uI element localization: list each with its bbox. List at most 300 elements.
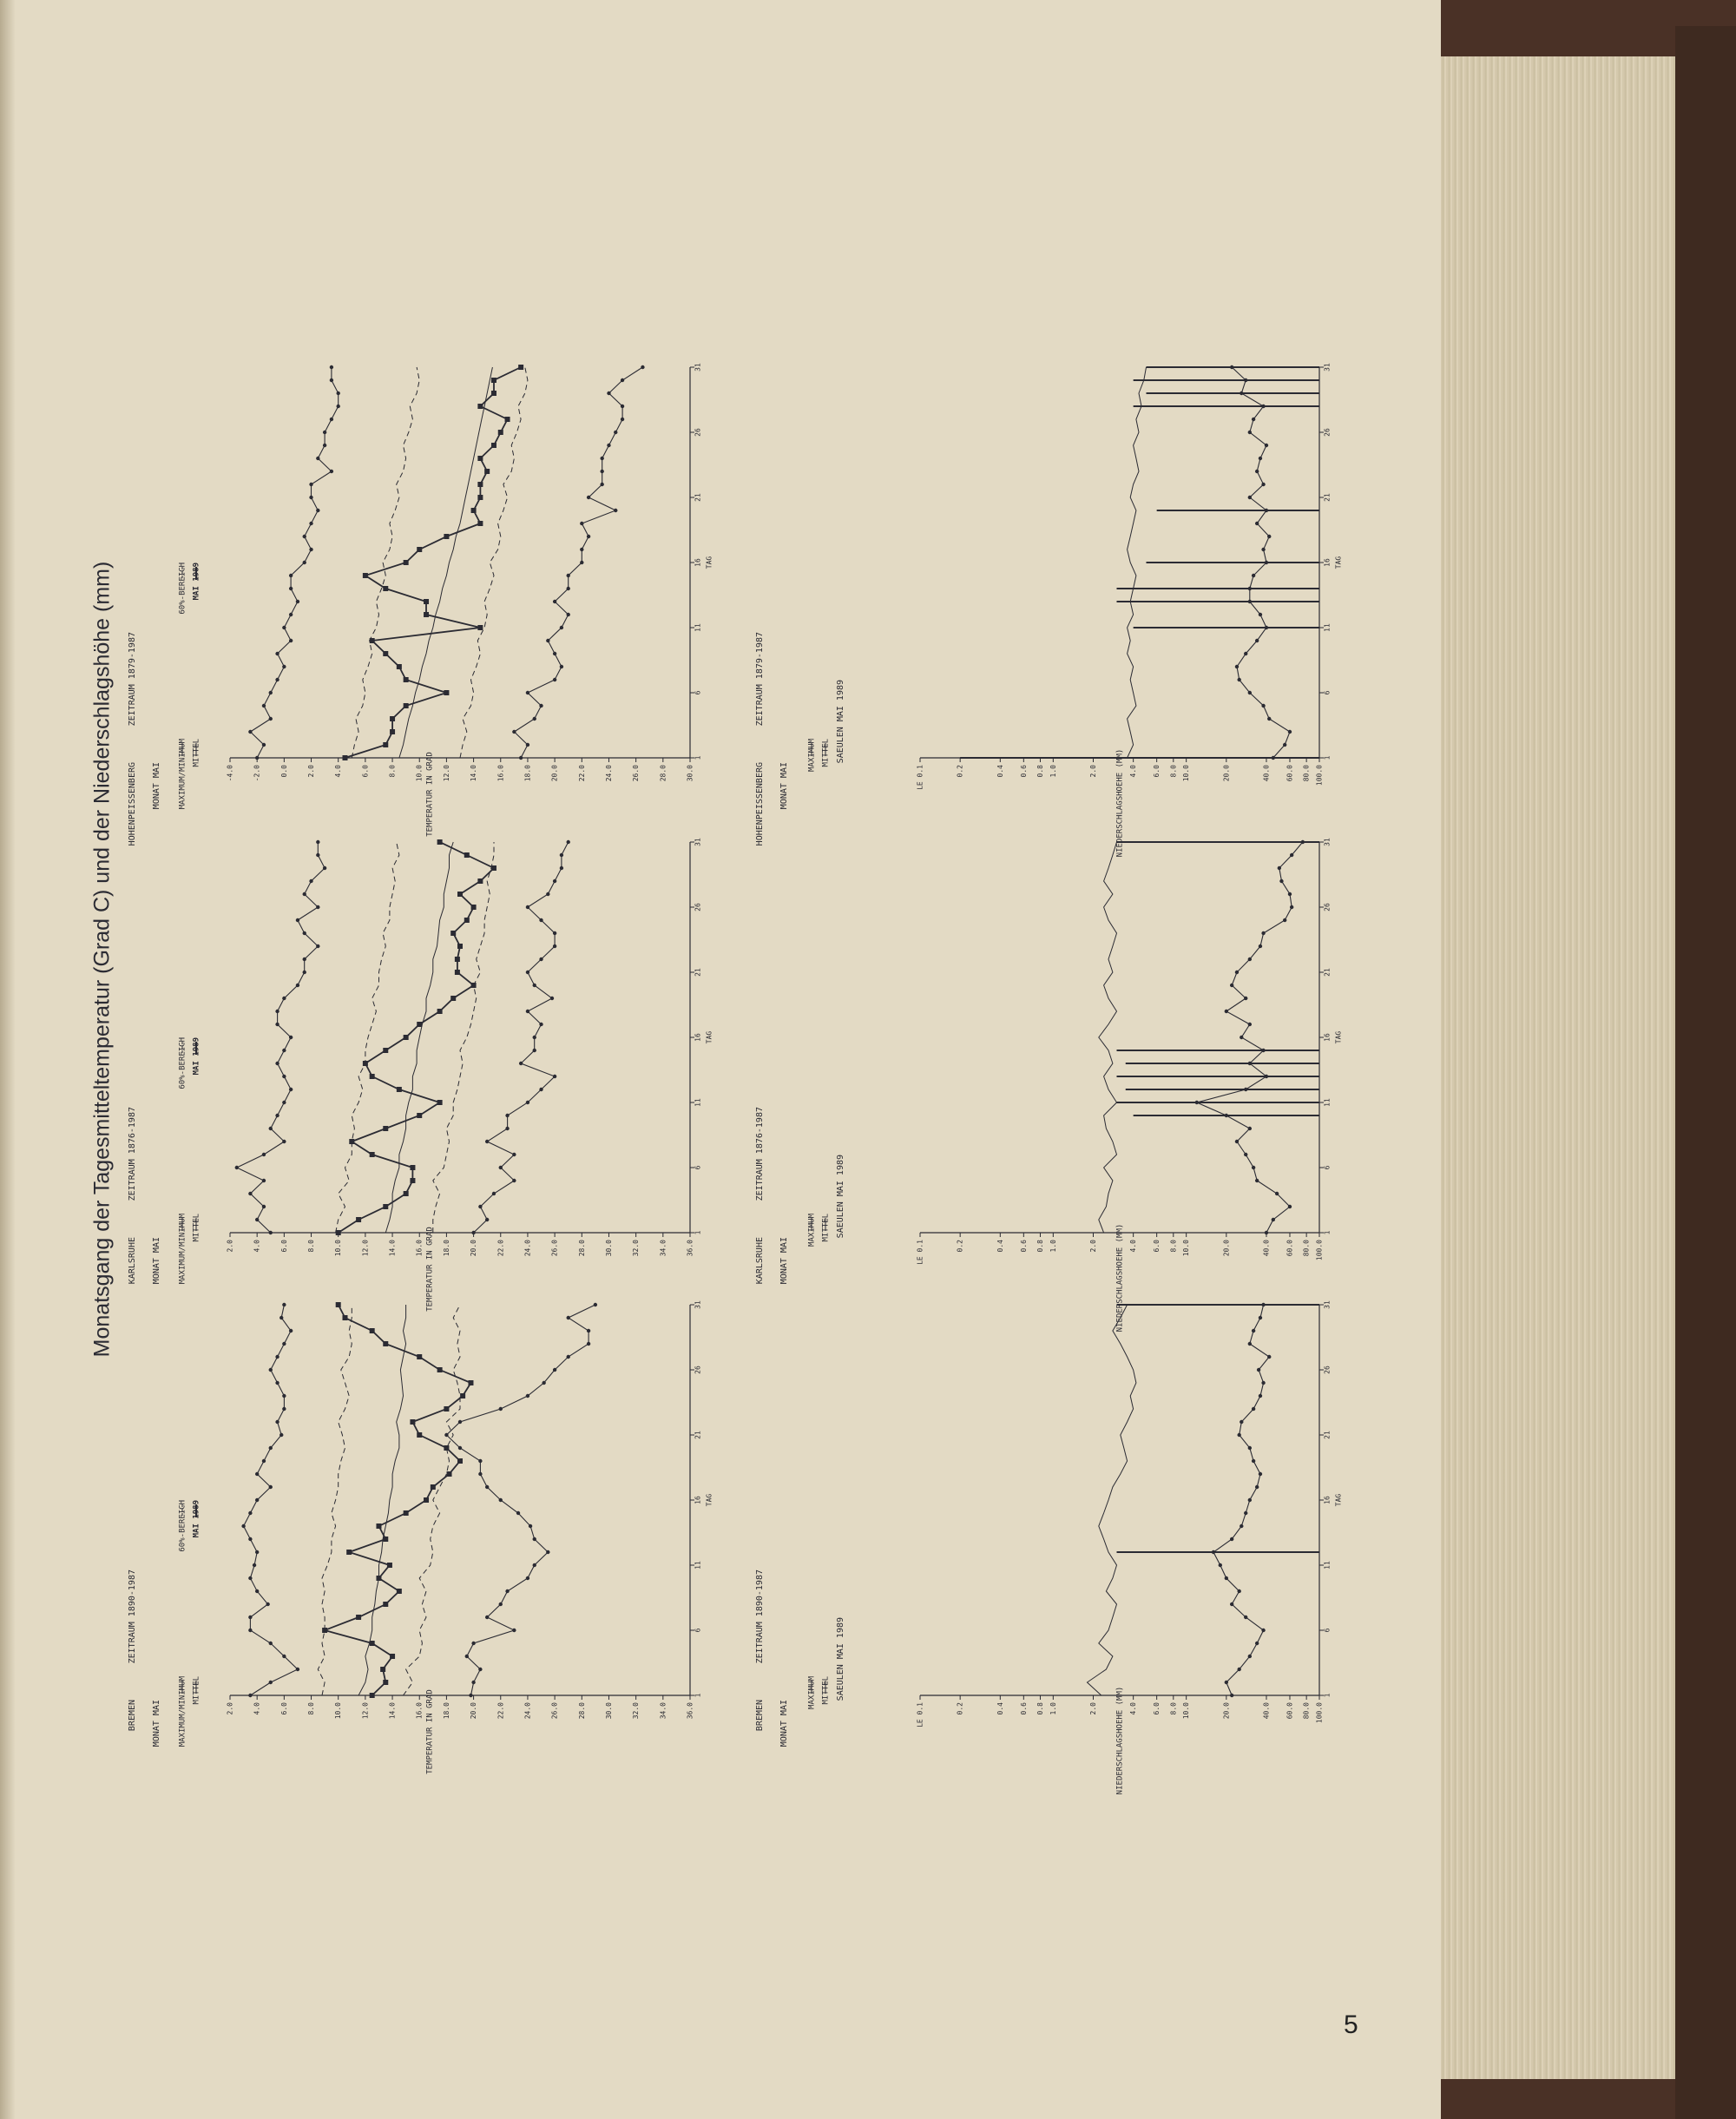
series-minimum-point	[316, 509, 319, 512]
series-minimum-point	[253, 1563, 256, 1567]
series-mean-line	[385, 842, 453, 1233]
temp-tick-label: 18.0	[442, 1240, 450, 1257]
precip-tick-label: 0.6	[1019, 765, 1028, 778]
series-maximum-point	[512, 730, 516, 734]
series-minimum-point	[248, 1511, 252, 1515]
series-mai-1989-point	[477, 879, 483, 884]
series-maximum-point	[478, 1205, 482, 1208]
series-minimum-point	[255, 1218, 259, 1221]
series-maximum-point	[553, 879, 556, 883]
series-maximum-point	[1259, 613, 1262, 616]
series-60pct-lower-line	[352, 367, 419, 758]
series-mai-1989-point	[424, 599, 429, 604]
series-minimum-point	[255, 1472, 259, 1476]
series-maximum-point	[499, 1407, 503, 1411]
series-maximum-point	[600, 457, 603, 460]
series-maximum-point	[1255, 522, 1259, 525]
series-maximum-point	[539, 918, 542, 922]
temp-tick-label: 30.0	[686, 765, 694, 782]
series-mai-1989-point	[477, 482, 483, 487]
series-maximum-point	[499, 1602, 503, 1606]
series-mai-1989-point	[468, 1380, 473, 1385]
day-tick-label: 6	[1323, 690, 1332, 695]
precip-tick-label: 0.2	[956, 765, 964, 778]
series-maximum-point	[550, 997, 554, 1000]
series-mai-1989-point	[491, 378, 496, 383]
temp-tick-label: 12.0	[361, 1702, 370, 1720]
series-mai-1989-point	[370, 1152, 375, 1157]
series-maximum-point	[1240, 1420, 1243, 1424]
period-label: ZEITRAUM 1876-1987	[755, 1107, 765, 1201]
series-minimum-point	[337, 392, 340, 395]
series-minimum-point	[241, 1524, 245, 1528]
series-minimum-point	[303, 535, 306, 538]
series-minimum-point	[309, 483, 312, 486]
day-tick-label: 31	[694, 1300, 702, 1309]
series-mai-1989-point	[376, 1576, 381, 1581]
day-tick-label: 26	[1323, 428, 1332, 437]
series-maximum-point	[1248, 1498, 1252, 1502]
series-maximum-point	[469, 1694, 472, 1697]
temp-axis-label: TEMPERATUR IN GRAD	[425, 1227, 435, 1312]
precip-tick-label: 40.0	[1262, 765, 1271, 782]
series-minimum-point	[262, 743, 266, 747]
series-minimum-point	[279, 1433, 283, 1437]
series-minimum-point	[269, 1642, 273, 1645]
series-maximum-point	[614, 509, 617, 512]
series-minimum-point	[282, 626, 286, 629]
series-mai-1989-point	[390, 716, 395, 721]
temp-tick-label: 32.0	[632, 1702, 641, 1720]
series-minimum-point	[296, 984, 299, 987]
series-mai-1989-point	[383, 1537, 388, 1542]
series-mai-1989-point	[460, 1393, 465, 1398]
legend-bars-label: SAEULEN MAI 1989	[836, 1155, 845, 1239]
series-minimum-point	[316, 840, 319, 844]
series-minimum-point	[248, 1629, 252, 1632]
precip-tick-label: 0.6	[1019, 1702, 1028, 1715]
temp-tick-label: 34.0	[659, 1702, 667, 1720]
series-maximum-point	[1237, 678, 1240, 681]
series-maximum-point	[458, 1446, 462, 1450]
day-tick-label: 11	[1323, 1561, 1332, 1570]
temp-tick-label: 8.0	[307, 1702, 316, 1715]
temp-tick-label: 32.0	[632, 1240, 641, 1257]
legend-maxmin-label: MAXIMUM/MINIMUM	[178, 739, 187, 810]
series-maximum-line	[1197, 842, 1303, 1233]
series-minimum-point	[262, 704, 266, 707]
legend-max-label: MAXIMUM	[807, 1214, 817, 1247]
day-tick-label: 21	[694, 493, 702, 502]
series-maximum-point	[587, 1342, 590, 1346]
series-maximum-point	[533, 1036, 536, 1039]
precip-tick-label: 100.0	[1315, 1240, 1324, 1261]
temp-tick-label: 36.0	[686, 1702, 694, 1720]
series-mai-1989-point	[444, 690, 449, 695]
series-mean-line	[1088, 1305, 1136, 1695]
series-maximum-point	[1290, 905, 1293, 909]
series-minimum-point	[248, 1192, 252, 1195]
series-maximum-point	[553, 944, 556, 948]
series-mai-1989-point	[417, 1113, 422, 1118]
temp-tick-label: 12.0	[442, 765, 450, 782]
series-maximum-point	[546, 892, 549, 896]
series-maximum-point	[512, 1153, 516, 1156]
series-mai-1989-line	[325, 1305, 470, 1695]
temp-tick-label: 22.0	[496, 1240, 505, 1257]
series-mai-1989-point	[455, 957, 460, 962]
period-label: ZEITRAUM 1890-1987	[755, 1570, 765, 1664]
series-mai-1989-point	[343, 755, 348, 760]
series-maximum-point	[542, 1381, 545, 1385]
temp-tick-label: 16.0	[496, 765, 505, 782]
temp-tick-label: 6.0	[361, 765, 370, 778]
series-maximum-point	[1259, 1316, 1262, 1319]
series-mai-1989-point	[457, 944, 463, 949]
series-maximum-line	[1213, 1305, 1269, 1695]
series-minimum-point	[282, 665, 286, 668]
series-mai-1989-point	[322, 1628, 327, 1633]
series-mai-1989-point	[356, 1217, 361, 1222]
x-axis-label: TAG	[705, 1030, 713, 1044]
station-name: KARLSRUHE	[755, 1237, 765, 1285]
page-number: 5	[1344, 2010, 1358, 2039]
series-minimum-point	[330, 378, 333, 382]
series-maximum-point	[1288, 730, 1292, 734]
series-mai-1989-point	[450, 931, 456, 936]
temp-tick-label: 34.0	[659, 1240, 667, 1257]
precip-tick-label: 10.0	[1182, 1240, 1191, 1257]
series-maximum-point	[600, 470, 603, 473]
series-maximum-point	[1255, 1485, 1259, 1489]
series-mai-1989-point	[477, 495, 483, 500]
precip-tick-label: 60.0	[1286, 765, 1294, 782]
series-maximum-point	[529, 1524, 532, 1528]
precip-tick-label: 60.0	[1286, 1702, 1294, 1720]
series-maximum-point	[553, 931, 556, 935]
series-minimum-point	[309, 548, 312, 551]
series-maximum-point	[1283, 918, 1286, 922]
temp-tick-label: 2.0	[307, 765, 316, 778]
series-maximum-point	[1255, 1179, 1259, 1182]
month-label: MONAT MAI	[152, 1237, 161, 1285]
series-maximum-point	[471, 1231, 475, 1234]
day-tick-label: 6	[694, 1165, 702, 1170]
legend-1989-label: MAI 1989	[192, 1037, 201, 1076]
series-maximum-point	[526, 971, 529, 974]
station-name: BREMEN	[128, 1700, 137, 1732]
period-label: ZEITRAUM 1890-1987	[128, 1570, 137, 1664]
series-maximum-point	[546, 639, 549, 642]
temp-tick-label: 10.0	[334, 1702, 343, 1720]
series-maximum-point	[607, 444, 610, 447]
temp-tick-label: 28.0	[577, 1702, 586, 1720]
series-mai-1989-line	[339, 842, 494, 1233]
series-maximum-point	[526, 743, 529, 747]
series-maximum-point	[607, 392, 610, 395]
temp-axis-label: TEMPERATUR IN GRAD	[425, 1689, 435, 1774]
day-tick-label: 16	[694, 1033, 702, 1042]
legend-1989-label: MAI 1989	[192, 563, 201, 601]
series-maximum-point	[1248, 1023, 1252, 1026]
series-mai-1989-point	[370, 1328, 375, 1333]
series-maximum-point	[471, 1681, 475, 1684]
series-maximum-point	[539, 704, 542, 707]
series-mai-1989-point	[383, 586, 388, 591]
temp-tick-label: 36.0	[686, 1240, 694, 1257]
series-maximum-point	[1255, 1642, 1259, 1645]
series-mean-line	[358, 1305, 406, 1695]
series-minimum-point	[303, 892, 306, 896]
series-maximum-point	[1267, 1355, 1271, 1359]
temp-tick-label: -4.0	[226, 765, 234, 782]
temp-tick-label: 28.0	[659, 765, 667, 782]
day-tick-label: 1	[694, 1230, 702, 1235]
series-maximum-point	[567, 1316, 570, 1319]
series-mai-1989-point	[363, 573, 368, 578]
series-mai-1989-point	[387, 1563, 392, 1568]
x-axis-label: TAG	[705, 556, 713, 569]
series-60pct-upper-line	[433, 842, 494, 1233]
series-maximum-point	[1244, 997, 1247, 1000]
series-mai-1989-point	[491, 443, 496, 448]
series-minimum-point	[282, 997, 286, 1000]
series-maximum-point	[1259, 1394, 1262, 1398]
series-minimum-line	[250, 367, 338, 758]
series-maximum-point	[1261, 1629, 1265, 1632]
series-minimum-point	[309, 522, 312, 525]
precip-tick-label: 80.0	[1302, 1702, 1311, 1720]
series-60pct-lower-line	[336, 842, 399, 1233]
series-maximum-point	[499, 1498, 503, 1502]
series-minimum-line	[237, 842, 325, 1233]
precip-tick-label: 0.2	[956, 1240, 964, 1253]
precip-tick-label: 0.2	[956, 1702, 964, 1715]
series-maximum-point	[1257, 1368, 1260, 1372]
precip-tick-label: 0.4	[996, 1702, 1004, 1715]
series-minimum-point	[316, 905, 319, 909]
period-label: ZEITRAUM 1876-1987	[128, 1107, 137, 1201]
series-maximum-point	[1230, 1694, 1233, 1697]
series-minimum-point	[275, 1420, 279, 1424]
series-maximum-point	[1261, 548, 1265, 551]
series-mai-1989-point	[349, 1139, 354, 1144]
precip-tick-label: 80.0	[1302, 765, 1311, 782]
precip-tick-label: 8.0	[1169, 1240, 1178, 1253]
series-maximum-point	[1267, 717, 1271, 721]
temp-tick-label: 24.0	[523, 1702, 532, 1720]
day-tick-label: 26	[1323, 903, 1332, 911]
day-tick-label: 6	[694, 1628, 702, 1633]
series-maximum-point	[1235, 971, 1239, 974]
day-tick-label: 16	[1323, 1496, 1332, 1504]
precip-tick-label: 6.0	[1153, 765, 1161, 778]
series-maximum-point	[1248, 431, 1252, 434]
series-mai-1989-point	[477, 625, 483, 630]
series-maximum-point	[526, 1576, 529, 1580]
series-maximum-point	[1252, 574, 1255, 577]
precip-axis-label: NIEDERSCHLAGSHOEHE (MM)	[1115, 1223, 1125, 1333]
series-mai-1989-point	[363, 1061, 368, 1066]
temp-tick-label: 26.0	[632, 765, 641, 782]
precip-tick-label: 2.0	[1088, 1240, 1097, 1253]
series-maximum-point	[553, 1075, 556, 1078]
series-maximum-point	[478, 1668, 482, 1671]
series-minimum-point	[337, 405, 340, 408]
month-label: MONAT MAI	[779, 762, 789, 810]
series-minimum-point	[275, 678, 279, 681]
series-maximum-point	[1225, 1010, 1228, 1013]
series-mai-1989-point	[477, 521, 483, 526]
series-maximum-point	[1244, 652, 1247, 655]
temp-tick-label: 26.0	[550, 1240, 559, 1257]
precip-tick-label: 2.0	[1088, 765, 1097, 778]
series-minimum-point	[262, 1179, 266, 1182]
temp-tick-label: 16.0	[415, 1702, 424, 1720]
series-minimum-point	[282, 1101, 286, 1104]
series-mai-1989-point	[447, 1471, 452, 1477]
series-minimum-point	[275, 1355, 279, 1359]
temp-tick-label: 20.0	[550, 765, 559, 782]
temp-tick-label: 18.0	[442, 1702, 450, 1720]
legend-range-label: 60%-BEREICH	[178, 1037, 187, 1089]
series-minimum-line	[244, 1305, 298, 1695]
series-minimum-point	[296, 600, 299, 603]
series-maximum-point	[1230, 984, 1233, 987]
series-maximum-point	[1252, 1166, 1255, 1169]
series-maximum-point	[458, 1420, 462, 1424]
series-maximum-point	[492, 1192, 496, 1195]
precip-tick-label: 100.0	[1315, 1702, 1324, 1724]
series-maximum-point	[1235, 665, 1239, 668]
series-mai-1989-point	[437, 1009, 443, 1014]
series-minimum-point	[323, 444, 326, 447]
series-maximum-point	[485, 1616, 489, 1619]
precip-tick-label: LE 0.1	[916, 1240, 924, 1265]
series-mai-1989-point	[370, 1641, 375, 1646]
series-maximum-point	[1225, 1576, 1228, 1580]
series-mai-1989-point	[383, 1341, 388, 1346]
precip-tick-label: 80.0	[1302, 1240, 1311, 1257]
temp-axis-label: TEMPERATUR IN GRAD	[425, 752, 435, 837]
series-minimum-point	[269, 1485, 273, 1489]
period-label: ZEITRAUM 1879-1987	[128, 632, 137, 727]
series-mai-1989-point	[370, 1693, 375, 1698]
legend-range-label: 60%-BEREICH	[178, 1500, 187, 1552]
day-tick-label: 11	[1323, 623, 1332, 632]
series-maximum-point	[1265, 1231, 1268, 1234]
series-mai-1989-point	[383, 742, 388, 747]
series-mai-1989-point	[471, 508, 477, 513]
precip-tick-label: 20.0	[1222, 765, 1231, 782]
series-mai-1989-point	[444, 1445, 449, 1451]
series-minimum-point	[303, 931, 306, 935]
series-minimum-point	[235, 1166, 239, 1169]
temp-tick-label: 8.0	[307, 1240, 316, 1253]
legend-bars-label: SAEULEN MAI 1989	[836, 1617, 845, 1701]
precip-tick-label: 4.0	[1129, 1702, 1138, 1715]
precip-tick-label: 0.4	[996, 1240, 1004, 1253]
series-minimum-point	[303, 561, 306, 564]
precip-tick-label: 8.0	[1169, 1702, 1178, 1715]
series-mai-1989-point	[471, 905, 477, 910]
month-label: MONAT MAI	[152, 762, 161, 810]
series-maximum-point	[512, 1629, 516, 1632]
day-tick-label: 6	[694, 690, 702, 695]
series-maximum-point	[1240, 1036, 1243, 1039]
series-mai-1989-point	[518, 365, 523, 370]
series-minimum-point	[269, 1127, 273, 1130]
series-maximum-point	[1288, 1205, 1292, 1208]
series-maximum-point	[1230, 1602, 1233, 1606]
legend-max-label: MAXIMUM	[807, 739, 817, 772]
day-tick-label: 21	[694, 968, 702, 977]
series-maximum-point	[587, 496, 590, 499]
series-mai-1989-point	[404, 703, 409, 708]
legend-bars-label: SAEULEN MAI 1989	[836, 680, 845, 764]
legend-mean-label: MITTEL	[192, 739, 201, 767]
series-mai-1989-point	[410, 1178, 415, 1183]
temp-tick-label: 22.0	[577, 765, 586, 782]
series-mai-1989-point	[383, 1048, 388, 1053]
series-mean-line	[1128, 367, 1147, 758]
day-tick-label: 1	[694, 1693, 702, 1698]
series-maximum-point	[533, 717, 536, 721]
series-minimum-point	[289, 1036, 293, 1039]
series-mai-1989-point	[477, 456, 483, 461]
temp-tick-label: 28.0	[577, 1240, 586, 1257]
temp-tick-label: 6.0	[279, 1702, 288, 1715]
series-maximum-point	[512, 1179, 516, 1182]
series-minimum-point	[303, 971, 306, 974]
series-minimum-point	[275, 1381, 279, 1385]
series-maximum-point	[587, 535, 590, 538]
series-minimum-point	[275, 1114, 279, 1117]
series-minimum-point	[330, 418, 333, 421]
series-maximum-point	[526, 1394, 529, 1398]
series-maximum-point	[505, 1127, 509, 1130]
day-tick-label: 26	[694, 428, 702, 437]
series-maximum-point	[485, 1485, 489, 1489]
series-maximum-point	[553, 678, 556, 681]
series-minimum-point	[282, 1394, 286, 1398]
series-minimum-point	[248, 730, 252, 734]
series-maximum-point	[1259, 1472, 1262, 1476]
series-mai-1989-point	[343, 1315, 348, 1320]
series-maximum-point	[621, 405, 624, 408]
series-maximum-point	[614, 431, 617, 434]
series-mai-1989-point	[455, 970, 460, 975]
station-name: HOHENPEISSENBERG	[128, 762, 137, 846]
series-maximum-point	[526, 1101, 529, 1104]
series-minimum-point	[282, 1303, 286, 1306]
series-maximum-point	[1240, 1524, 1243, 1528]
temp-tick-label: 4.0	[253, 1240, 261, 1253]
series-mai-1989-point	[424, 612, 429, 617]
temp-tick-label: 16.0	[415, 1240, 424, 1257]
series-minimum-point	[309, 879, 312, 883]
series-mai-1989-point	[484, 469, 490, 474]
series-maximum-point	[1255, 639, 1259, 642]
series-maximum-point	[1235, 1140, 1239, 1143]
series-maximum-point	[505, 1589, 509, 1593]
series-mai-1989-point	[336, 1302, 341, 1307]
series-mean-line	[399, 367, 493, 758]
series-mai-1989-point	[383, 1602, 388, 1607]
series-minimum-point	[289, 587, 293, 590]
series-maximum-point	[1237, 1433, 1240, 1437]
series-maximum-point	[1275, 1192, 1279, 1195]
